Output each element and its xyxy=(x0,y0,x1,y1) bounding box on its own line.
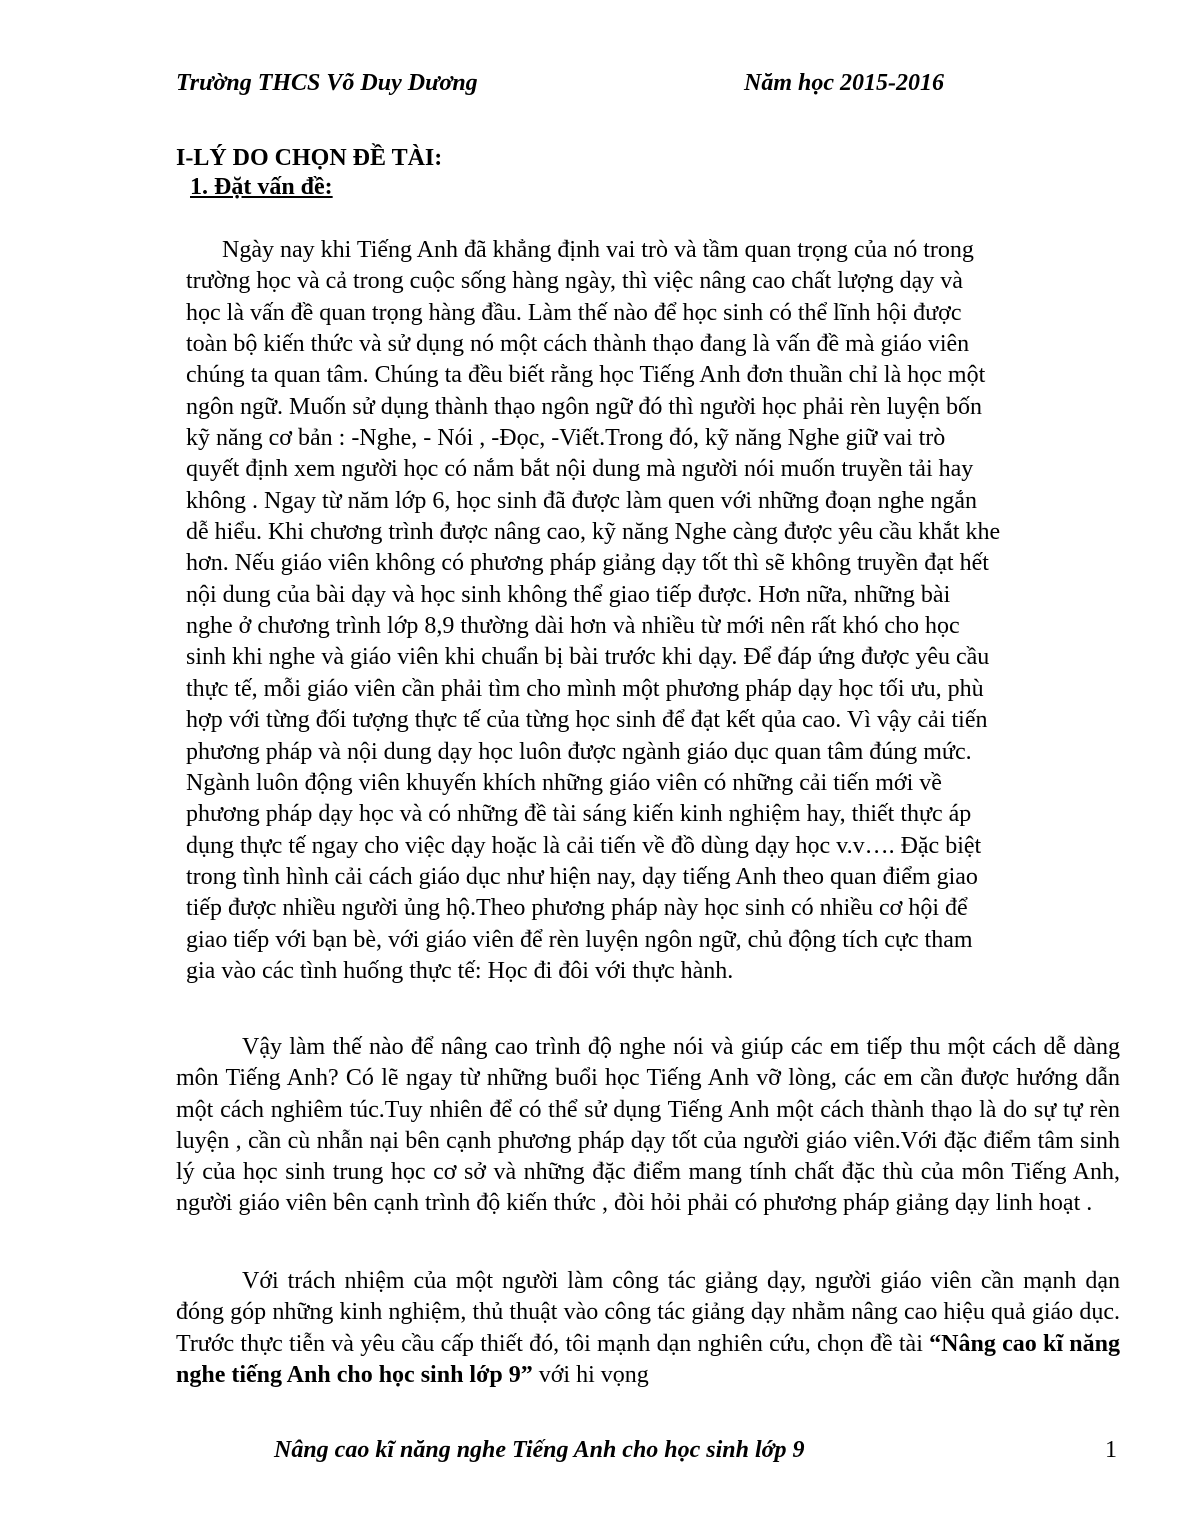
paragraph-3-text-end: với hi vọng xyxy=(532,1361,649,1388)
paragraph-1-line: toàn bộ kiến thức và sử dụng nó một cách thành thạo đang là vấn đề mà giáo viên xyxy=(186,331,970,358)
paragraph-3 xyxy=(176,1266,1120,1391)
paragraph-3-text-start: Với trách nhiệm của một người làm công tác giảng dạy, người giáo viên cần mạnh dạn đóng góp những kinh nghiệm, thủ thuật vào công tác giảng dạy nhằm nâng cao hiệu quả giáo dục. Trước thực tiễn và yêu cầu cấp thiết đó, tôi mạnh dạn nghiên cứu, chọn đề tài xyxy=(176,1268,1120,1357)
header-school-year: Năm học 2015-2016 xyxy=(744,70,944,96)
paragraph-1-line: học là vấn đề quan trọng hàng đầu. Làm thế nào để học sinh có thể lĩnh hội được xyxy=(186,299,962,326)
paragraph-1-line: nghe ở chương trình lớp 8,9 thường dài hơn và nhiều từ mới nên rất khó cho học xyxy=(186,613,960,640)
paragraph-1-line: hơn. Nếu giáo viên không có phương pháp giảng dạy tốt thì sẽ không truyền đạt hết xyxy=(186,550,989,577)
subsection-title: 1. Đặt vấn đề: xyxy=(190,174,333,200)
paragraph-1-line: gia vào các tình huống thực tế: Học đi đôi với thực hành. xyxy=(186,957,734,984)
paragraph-1-line: trường học và cả trong cuộc sống hàng ngày, thì việc nâng cao chất lượng dạy và xyxy=(186,268,963,295)
paragraph-1-line: sinh khi nghe và giáo viên khi chuẩn bị bài trước khi dạy. Để đáp ứng được yêu cầu xyxy=(186,644,990,671)
paragraph-1-line: Ngày nay khi Tiếng Anh đã khẳng định vai trò và tầm quan trọng của nó trong xyxy=(186,237,974,263)
paragraph-1-line: không . Ngay từ năm lớp 6, học sinh đã được làm quen với những đoạn nghe ngắn xyxy=(186,487,977,514)
paragraph-1-line: nội dung của bài dạy và học sinh không thể giao tiếp được. Hơn nữa, những bài xyxy=(186,581,951,608)
section-title: I-LÝ DO CHỌN ĐỀ TÀI: xyxy=(176,145,443,171)
paragraph-3-topic-title: “Nâng cao kĩ năng nghe tiếng Anh cho học sinh lớp 9” xyxy=(176,1330,1120,1388)
paragraph-1-line: dễ hiểu. Khi chương trình được nâng cao, kỹ năng Nghe càng được yêu cầu khắt khe xyxy=(186,519,1001,546)
footer-title: Nâng cao kĩ năng nghe Tiếng Anh cho học sinh lớp 9 xyxy=(274,1437,805,1463)
paragraph-1-line: ngôn ngữ. Muốn sử dụng thành thạo ngôn ngữ đó thì người học phải rèn luyện bốn xyxy=(186,393,982,420)
header-school: Trường THCS Võ Duy Dương xyxy=(176,70,478,96)
paragraph-1-line: thực tế, mỗi giáo viên cần phải tìm cho mình một phương pháp dạy học tối ưu, phù xyxy=(186,675,984,702)
paragraph-2: Vậy làm thế nào để nâng cao trình độ nghe nói và giúp các em tiếp thu một cách dễ dàng môn Tiếng Anh? Có lẽ ngay từ những buổi học Tiếng Anh vỡ lòng, các em cần được hướng dẫn một cách nghiêm túc.Tuy nhiên để có thể sử dụng Tiếng Anh một cách thành thạo là do sự tự rèn luyện , cần cù nhẫn nại bên cạnh phương pháp dạy tốt của người giáo viên.Với đặc điểm tâm sinh lý của học sinh trung học cơ sở và những đặc điểm mang tính chất đặc thù của môn Tiếng Anh, người giáo viên bên cạnh trình độ kiến thức , đòi hỏi phải có phương pháp giảng dạy linh hoạt . xyxy=(176,1034,1120,1217)
paragraph-1-line: phương pháp và nội dung dạy học luôn được ngành giáo dục quan tâm đúng mức. xyxy=(186,738,972,765)
paragraph-1-line: kỹ năng cơ bản : -Nghe, - Nói , -Đọc, -Viết.Trong đó, kỹ năng Nghe giữ vai trò xyxy=(186,425,946,452)
paragraph-1-line: Ngành luôn động viên khuyến khích những giáo viên có những cải tiến mới về xyxy=(186,769,942,796)
page-number: 1 xyxy=(1105,1437,1117,1463)
paragraph-1-line: tiếp được nhiều người ủng hộ.Theo phương pháp này học sinh có nhiều cơ hội để xyxy=(186,895,968,922)
paragraph-1-line: chúng ta quan tâm. Chúng ta đều biết rằng học Tiếng Anh đơn thuần chỉ là học một xyxy=(186,362,986,389)
paragraph-1-line: giao tiếp với bạn bè, với giáo viên để rèn luyện ngôn ngữ, chủ động tích cực tham xyxy=(186,926,973,953)
paragraph-1-line: hợp với từng đối tượng thực tế của từng học sinh để đạt kết qủa cao. Vì vậy cải tiến xyxy=(186,707,988,734)
paragraph-1-line: phương pháp dạy học và có những đề tài sáng kiến kinh nghiệm hay, thiết thực áp xyxy=(186,801,972,828)
paragraph-1 xyxy=(186,235,1106,987)
paragraph-1-line: quyết định xem người học có nắm bắt nội dung mà người nói muốn truyền tải hay xyxy=(186,456,974,483)
paragraph-1-line: dụng thực tế ngay cho việc dạy hoặc là cải tiến về đồ dùng dạy học v.v…. Đặc biệt xyxy=(186,832,982,859)
paragraph-1-line: trong tình hình cải cách giáo dục như hiện nay, dạy tiếng Anh theo quan điểm giao xyxy=(186,863,978,890)
